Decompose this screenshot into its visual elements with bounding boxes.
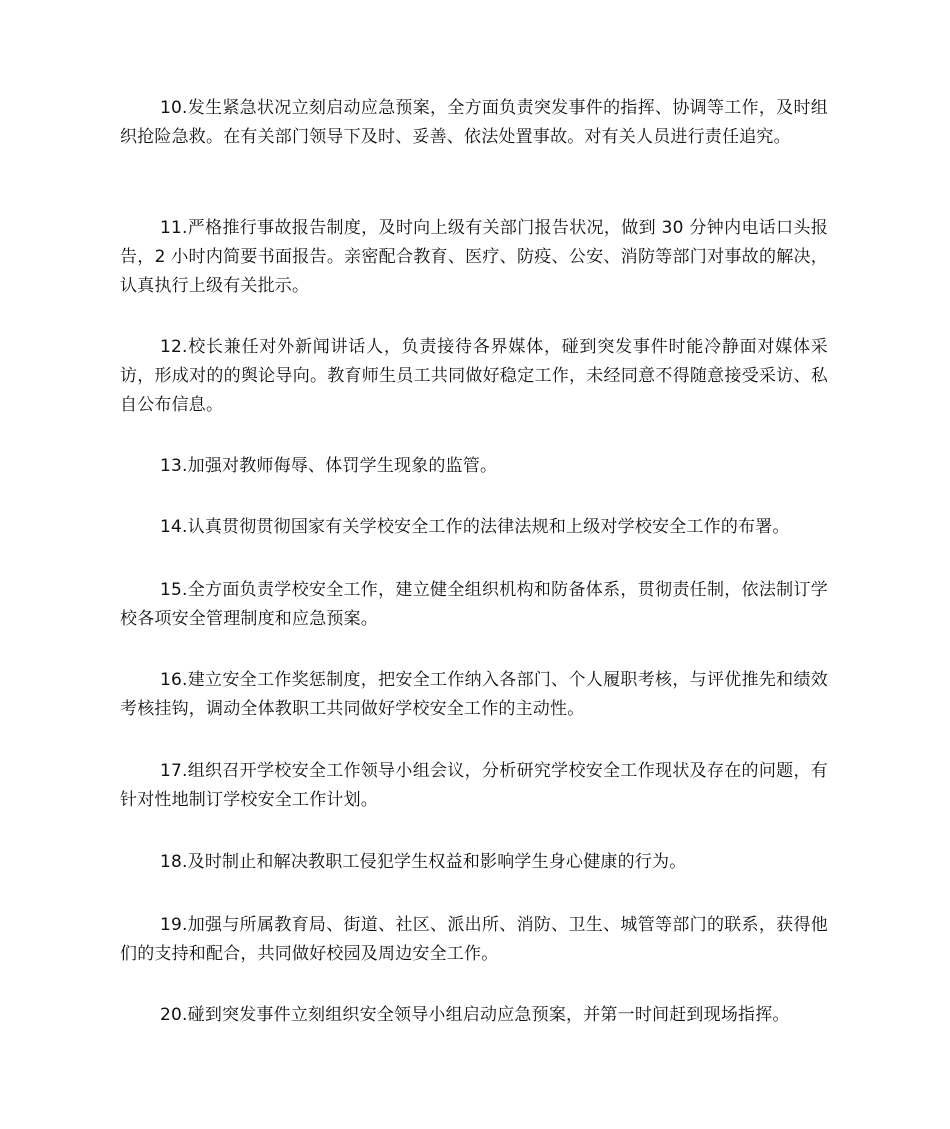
paragraph-19: 19.加强与所属教育局、街道、社区、派出所、消防、卫生、城管等部门的联系，获得他们的支持和配合，共同做好校园及周边安全工作。 (120, 915, 828, 964)
paragraph-17: 17.组织召开学校安全工作领导小组会议，分析研究学校安全工作现状及存在的问题，有针对性地制订学校安全工作计划。 (120, 761, 828, 810)
paragraph-20: 20.碰到突发事件立刻组织安全领导小组启动应急预案，并第一时间赶到现场指挥。 (160, 1005, 790, 1025)
paragraph-12: 12.校长兼任对外新闻讲话人，负责接待各界媒体，碰到突发事件时能冷静面对媒体采访，形成对的的舆论导向。教育师生员工共同做好稳定工作，未经同意不得随意接受采访、私自公布信息。 (120, 337, 828, 415)
paragraph-13: 13.加强对教师侮辱、体罚学生现象的监管。 (160, 456, 498, 476)
paragraph-11: 11.严格推行事故报告制度，及时向上级有关部门报告状况，做到 30 分钟内电话口头报告，2 小时内简要书面报告。亲密配合教育、医疗、防疫、公安、消防等部门对事故的解决，认真执行上级有关批示。 (120, 218, 828, 296)
paragraph-18: 18.及时制止和解决教职工侵犯学生权益和影响学生身心健康的行为。 (160, 852, 687, 872)
paragraph-10: 10.发生紧急状况立刻启动应急预案，全方面负责突发事件的指挥、协调等工作，及时组织抢险急救。在有关部门领导下及时、妥善、依法处置事故。对有关人员进行责任追究。 (120, 98, 828, 147)
paragraph-14: 14.认真贯彻贯彻国家有关学校安全工作的法律法规和上级对学校安全工作的布署。 (160, 517, 790, 537)
paragraph-15: 15.全方面负责学校安全工作，建立健全组织机构和防备体系，贯彻责任制，依法制订学校各项安全管理制度和应急预案。 (120, 580, 828, 629)
paragraph-16: 16.建立安全工作奖惩制度，把安全工作纳入各部门、个人履职考核，与评优推先和绩效考核挂钩，调动全体教职工共同做好学校安全工作的主动性。 (120, 670, 828, 719)
